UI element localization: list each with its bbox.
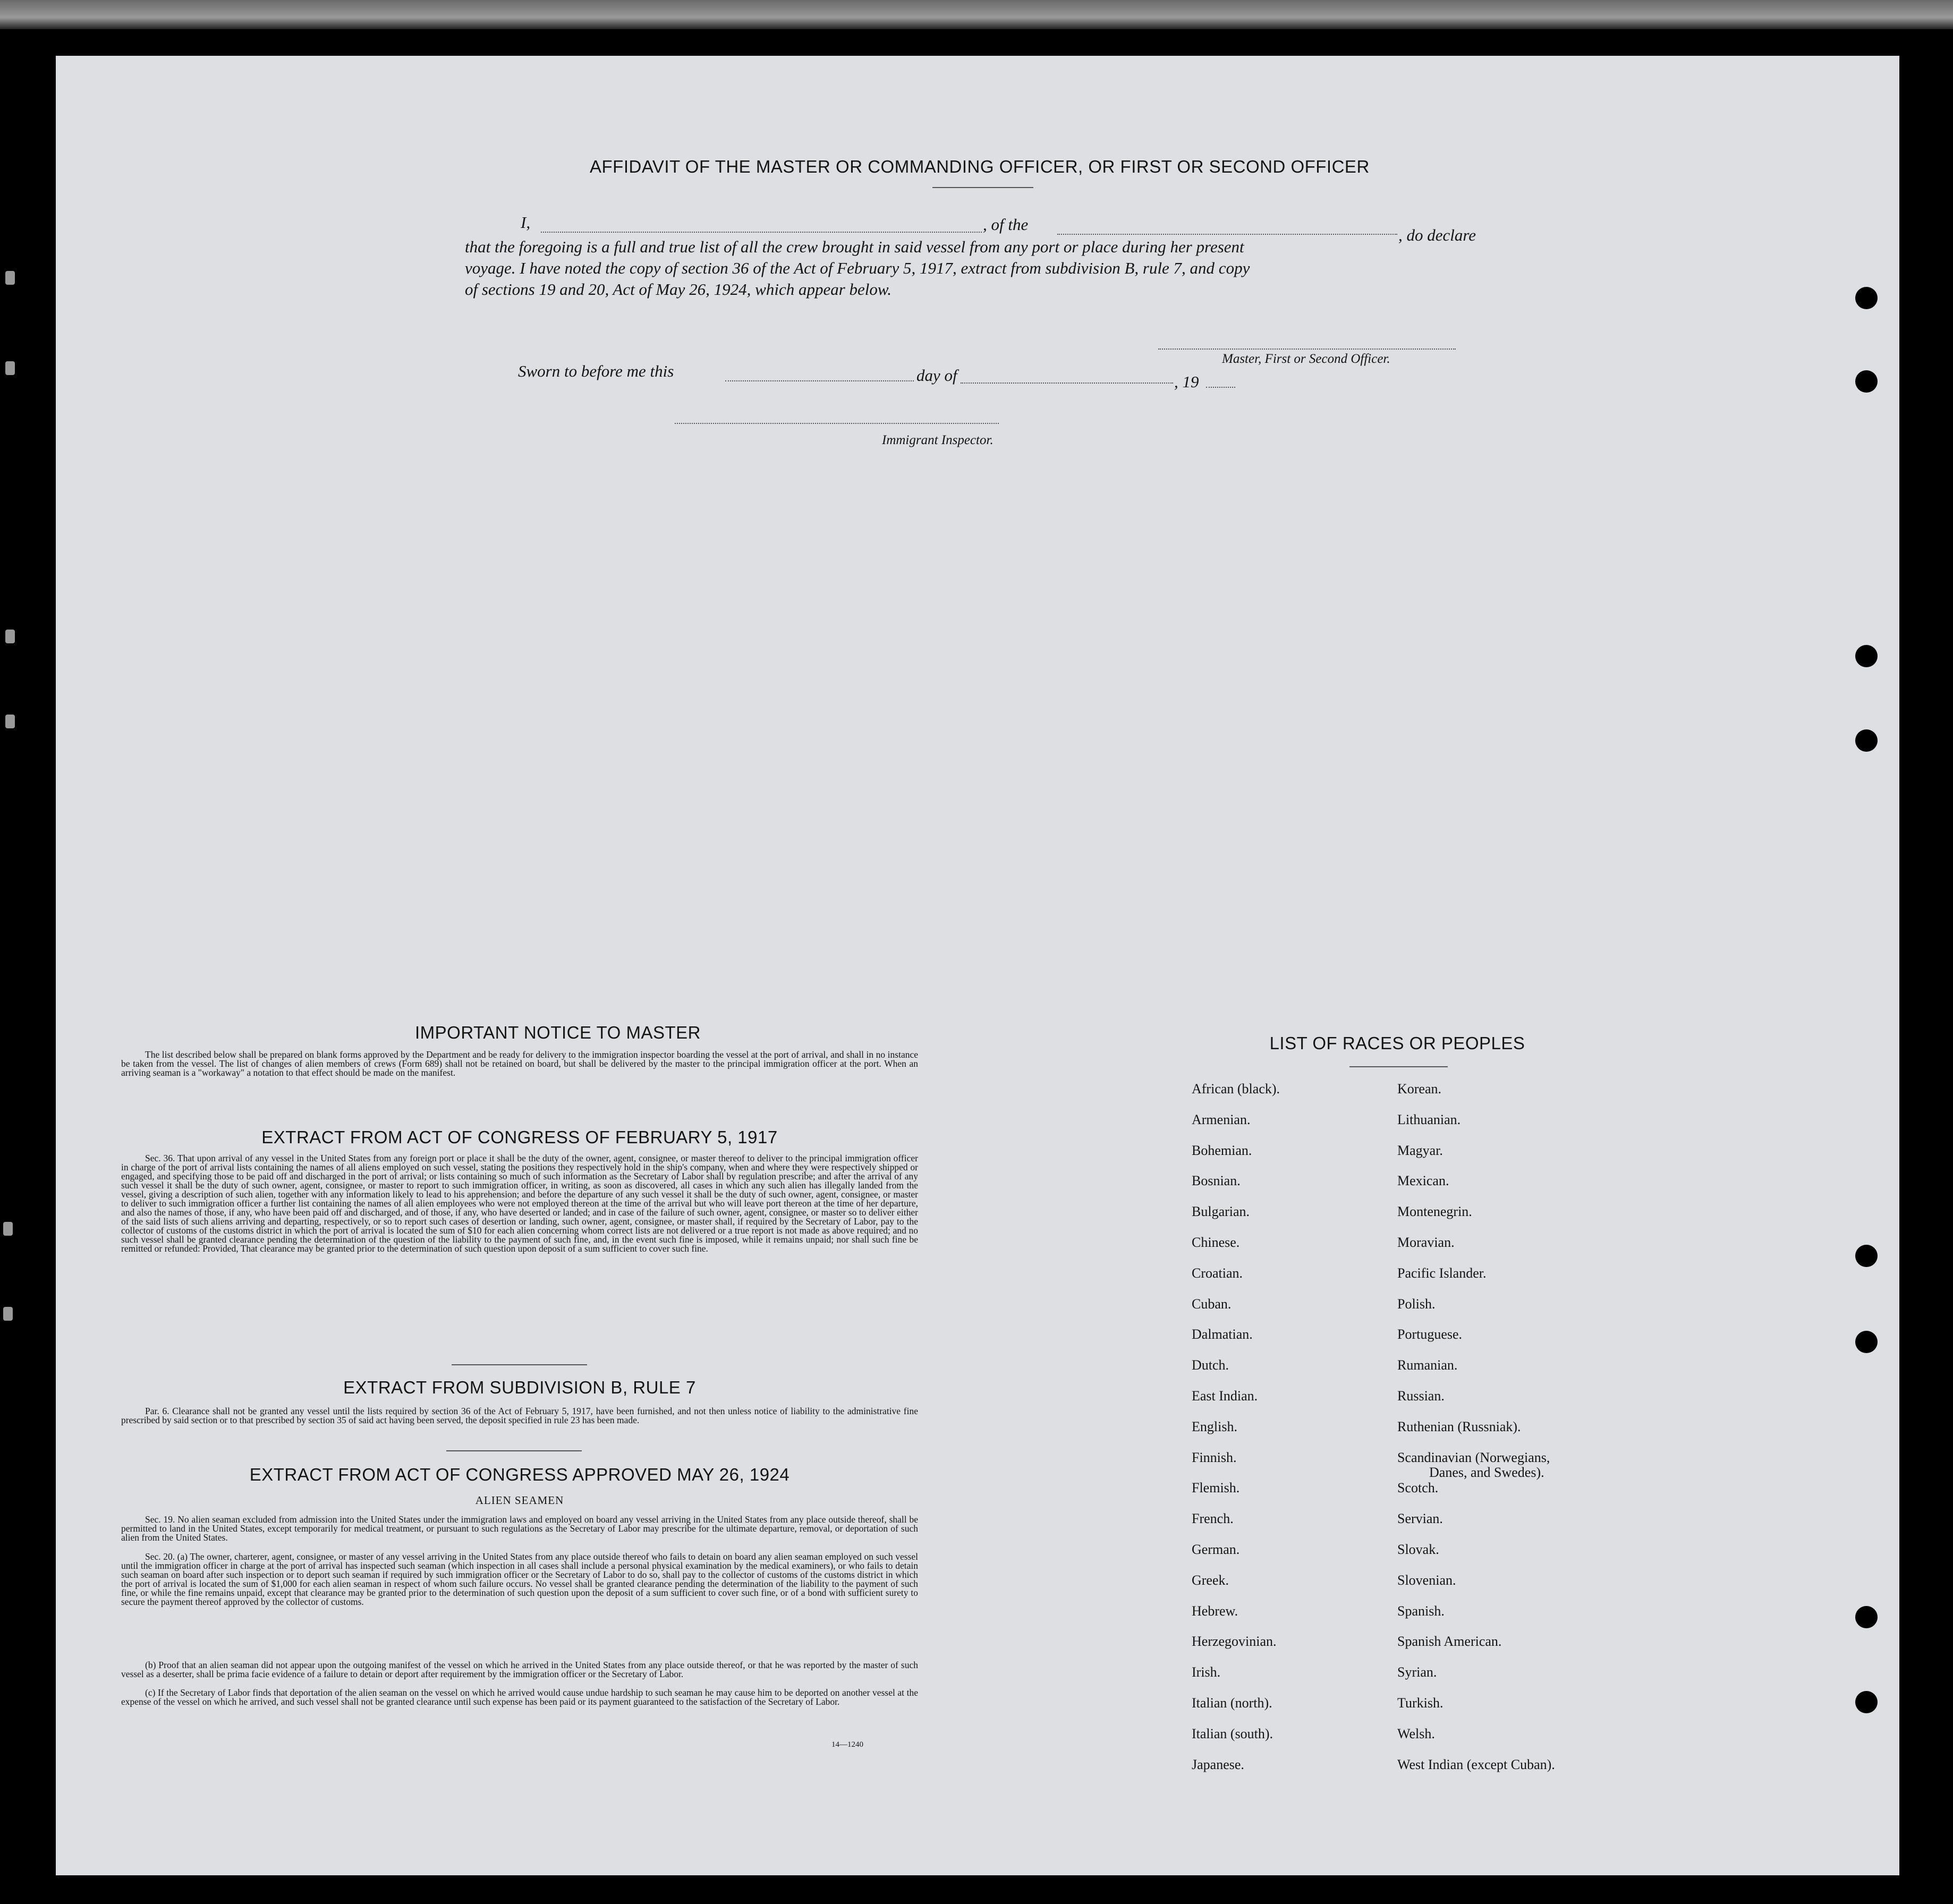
affidavit-line3: voyage. I have noted the copy of section 36 of the Act of February 5, 1917, extract from subdivision B, rule 7, and copy: [465, 259, 1250, 277]
race-item: Spanish.: [1397, 1603, 1445, 1619]
notice-title: IMPORTANT NOTICE TO MASTER: [414, 1023, 701, 1042]
affidavit-title: AFFIDAVIT OF THE MASTER OR COMMANDING OFFICER, OR FIRST OR SECOND OFFICER: [590, 157, 1370, 176]
race-item: Croatian.: [1192, 1265, 1243, 1281]
vessel-name-field[interactable]: [1057, 234, 1397, 235]
race-item: Chinese.: [1192, 1235, 1240, 1250]
race-item: Mexican.: [1397, 1173, 1449, 1189]
race-item: Dalmatian.: [1192, 1327, 1253, 1342]
inspector-label: Immigrant Inspector.: [882, 433, 994, 447]
race-item: Rumanian.: [1397, 1357, 1458, 1373]
race-item: Magyar.: [1397, 1142, 1443, 1158]
extract-1917-title: EXTRACT FROM ACT OF CONGRESS OF FEBRUARY 5, 1917: [261, 1127, 778, 1147]
race-item: Welsh.: [1397, 1726, 1435, 1741]
master-name-field[interactable]: [541, 232, 982, 233]
inspector-signature-field[interactable]: [675, 423, 999, 424]
punch-hole: [1855, 1245, 1878, 1267]
form-number: 14—1240: [831, 1740, 863, 1749]
race-item: African (black).: [1192, 1081, 1280, 1096]
races-title: LIST OF RACES OR PEOPLES: [1269, 1033, 1525, 1053]
sworn-year-field[interactable]: [1206, 387, 1235, 388]
race-item: Russian.: [1397, 1388, 1445, 1404]
race-item: Montenegrin.: [1397, 1204, 1472, 1220]
notice-body: The list described below shall be prepared on blank forms approved by the Department and be ready for delivery to the immigration inspector boarding the vessel at the port of arrival, and shall in no instance be taken from the vessel. The list of changes of alien members of crews (Form 689) shall not be retained on board, but shall be delivered by the master to the principal immigration officer at the port. When an arriving seaman is a "workaway" a notation to that effect should be made on the manifest.: [121, 1049, 918, 1078]
extract-rule7-body: Par. 6. Clearance shall not be granted any vessel until the lists required by section 36 of the Act of February 5, 1917, have been furnished, and not then unless notice of liability to the administrative fine prescribed by said section or to that prescribed by section 35 of said act having been served, the deposit specified in rule 23 has been made.: [121, 1406, 918, 1425]
race-item: Slovenian.: [1397, 1572, 1456, 1588]
day-of-label: day of: [916, 366, 957, 385]
race-item: Turkish.: [1397, 1695, 1443, 1711]
affidavit-line1-declare: , do declare: [1398, 226, 1476, 244]
race-item: West Indian (except Cuban).: [1397, 1756, 1555, 1772]
race-item: Servian.: [1397, 1511, 1443, 1527]
extract-rule7-title: EXTRACT FROM SUBDIVISION B, RULE 7: [343, 1378, 696, 1397]
race-item: Irish.: [1192, 1664, 1221, 1680]
race-item: Finnish.: [1192, 1449, 1237, 1465]
race-item: Korean.: [1397, 1081, 1442, 1096]
race-item: East Indian.: [1192, 1388, 1258, 1404]
edge-mark: [5, 715, 15, 728]
sworn-month-field[interactable]: [961, 382, 1173, 384]
race-item: Ruthenian (Russniak).: [1397, 1418, 1521, 1434]
extract-1917-body: Sec. 36. That upon arrival of any vessel in the United States from any foreign port or place it shall be the duty of the owner, agent, consignee, or master thereof to deliver to the principal immigration officer in charge of the port of arrival lists containing the names of all aliens employed on such vessel, stating the positions they respectively hold in the ship's company, when and where they were respectively shipped or engaged, and specifying those to be paid off and discharged in the port of arrival; or lists containing so much of such information as the Secretary of Labor shall by regulation prescribe; and after the arrival of any such vessel it shall be the duty of such owner, agent, consignee, or master to report to such immigration officer, in writing, as soon as discovered, all cases in which any such alien has illegally landed from the vessel, giving a description of such alien, together with any information likely to lead to his apprehension; and before the departure of any such vessel it shall be the duty of such owner, agent, consignee, or master to deliver to such immigration officer a further list containing the names of all alien employees who were not employed thereon at the time of the arrival but who will leave port thereon at the time of her departure, and also the names of those, if any, who have been paid off and discharged, and of those, if any, who have deserted or landed; and in case of the failure of such owner, agent, consignee, or master so to deliver either of the said lists of such aliens arriving and departing, respectively, or so to report such cases of desertion or landing, such owner, agent, consignee, or master shall, if required by the Secretary of Labor, pay to the collector of customs of the customs district in which the port of arrival is located the sum of $10 for each alien concerning whom correct lists are not delivered or a true report is not made as above required; and no such vessel shall be granted clearance pending the determination of the question of the liability to the payment of such fine, and, in the event such fine is imposed, while it remains unpaid; nor shall such fine be remitted or refunded: Provided, That clearance may be granted prior to the determination of such question upon deposit of a sum sufficient to cover such fine.: [121, 1153, 918, 1254]
sworn-date-field[interactable]: [725, 380, 914, 381]
race-item: Italian (south).: [1192, 1726, 1273, 1741]
affidavit-line4: of sections 19 and 20, Act of May 26, 1924, which appear below.: [465, 280, 892, 299]
divider: [1349, 1066, 1448, 1067]
punch-hole: [1855, 729, 1878, 752]
race-item: English.: [1192, 1418, 1237, 1434]
affidavit-line1-i: I,: [521, 213, 531, 232]
divider: [446, 1450, 582, 1451]
punch-hole: [1855, 287, 1878, 309]
race-item: Syrian.: [1397, 1664, 1437, 1680]
race-item: Polish.: [1397, 1296, 1436, 1312]
edge-mark: [5, 271, 15, 285]
punch-hole: [1855, 370, 1878, 393]
divider: [452, 1364, 587, 1365]
race-item: Lithuanian.: [1397, 1111, 1461, 1127]
affidavit-line2: that the foregoing is a full and true list of all the crew brought in said vessel from any port or place during her present: [465, 237, 1244, 256]
race-item: Scandinavian (Norwegians,: [1397, 1449, 1550, 1465]
punch-hole: [1855, 1606, 1878, 1628]
edge-mark: [3, 1222, 13, 1236]
race-item: German.: [1192, 1542, 1240, 1557]
scan-top-edge: [0, 0, 1953, 29]
race-item: Bulgarian.: [1192, 1204, 1250, 1220]
extract-1924-sec20c: (c) If the Secretary of Labor finds that deportation of the alien seaman on the vessel on which he arrived would cause undue hardship to such seaman he may cause him to be deported on another vessel at the expense of the vessel on which he arrived, and such vessel shall not be granted clearance until such expense has been paid or its payment guaranteed to the satisfaction of the Secretary of Labor.: [121, 1687, 918, 1707]
race-item: Hebrew.: [1192, 1603, 1238, 1619]
extract-1924-subtitle: ALIEN SEAMEN: [475, 1494, 564, 1507]
race-item: Dutch.: [1192, 1357, 1229, 1373]
master-signature-label: Master, First or Second Officer.: [1222, 352, 1390, 366]
race-item: Slovak.: [1397, 1542, 1439, 1557]
race-item: Bohemian.: [1192, 1142, 1252, 1158]
affidavit-line1-of-the: , of the: [983, 215, 1029, 234]
race-item: Moravian.: [1397, 1235, 1455, 1250]
punch-hole: [1855, 645, 1878, 667]
race-item: Armenian.: [1192, 1111, 1251, 1127]
race-item: Scotch.: [1397, 1480, 1439, 1496]
divider: [932, 187, 1033, 188]
extract-1924-title: EXTRACT FROM ACT OF CONGRESS APPROVED MAY 26, 1924: [249, 1465, 790, 1484]
race-item: Cuban.: [1192, 1296, 1232, 1312]
race-item: Japanese.: [1192, 1756, 1244, 1772]
edge-mark: [5, 630, 15, 643]
race-item: Portuguese.: [1397, 1327, 1463, 1342]
sworn-label: Sworn to before me this: [518, 362, 674, 380]
race-item: Greek.: [1192, 1572, 1229, 1588]
year-label: , 19: [1174, 372, 1199, 391]
edge-mark: [5, 361, 15, 375]
race-item-continuation: Danes, and Swedes).: [1429, 1464, 1544, 1480]
master-signature-field[interactable]: [1158, 348, 1456, 350]
race-item: Bosnian.: [1192, 1173, 1241, 1189]
extract-1924-sec20b: (b) Proof that an alien seaman did not appear upon the outgoing manifest of the vessel on which he arrived in the United States from any place outside thereof, or that he was reported by the master of such vessel as a deserter, shall be prima facie evidence of a failure to detain or deport after requirement by the immigration officer or the Secretary of Labor.: [121, 1660, 918, 1679]
punch-hole: [1855, 1691, 1878, 1713]
race-item: Flemish.: [1192, 1480, 1240, 1496]
race-item: Pacific Islander.: [1397, 1265, 1487, 1281]
extract-1924-sec19: Sec. 19. No alien seaman excluded from admission into the United States under the immigration laws and employed on board any vessel arriving in the United States from any place outside thereof, shall be permitted to land in the United States, except temporarily for medical treatment, or pursuant to such regulations as the Secretary of Labor may prescribe for the ultimate departure, removal, or deportation of such alien from the United States.: [121, 1514, 918, 1543]
race-item: Spanish American.: [1397, 1634, 1502, 1650]
race-item: Italian (north).: [1192, 1695, 1272, 1711]
race-item: French.: [1192, 1511, 1234, 1527]
edge-mark: [3, 1307, 13, 1321]
race-item: Herzegovinian.: [1192, 1634, 1277, 1650]
punch-hole: [1855, 1331, 1878, 1353]
extract-1924-sec20a: Sec. 20. (a) The owner, charterer, agent, consignee, or master of any vessel arriving in the United States from any place outside thereof who fails to detain on board any alien seaman employed on such vessel until the immigration officer in charge at the port of arrival has inspected such seaman (which inspection in all cases shall include a personal physical examination by the medical examiners), or who fails to detain such seaman on board after such inspection or to deport such seaman if required by such immigration officer or the Secretary of Labor to do so, shall pay to the collector of customs of the customs district in which the port of arrival is located the sum of $1,000 for each alien seaman in respect of whom such failure occurs. No vessel shall be granted clearance pending the determination of the liability to the payment of such fine, or while the fine remains unpaid, except that clearance may be granted prior to the determination of such question upon the deposit of a sum sufficient to cover such fine, or of a bond with sufficient surety to secure the payment thereof approved by the collector of customs.: [121, 1551, 918, 1607]
